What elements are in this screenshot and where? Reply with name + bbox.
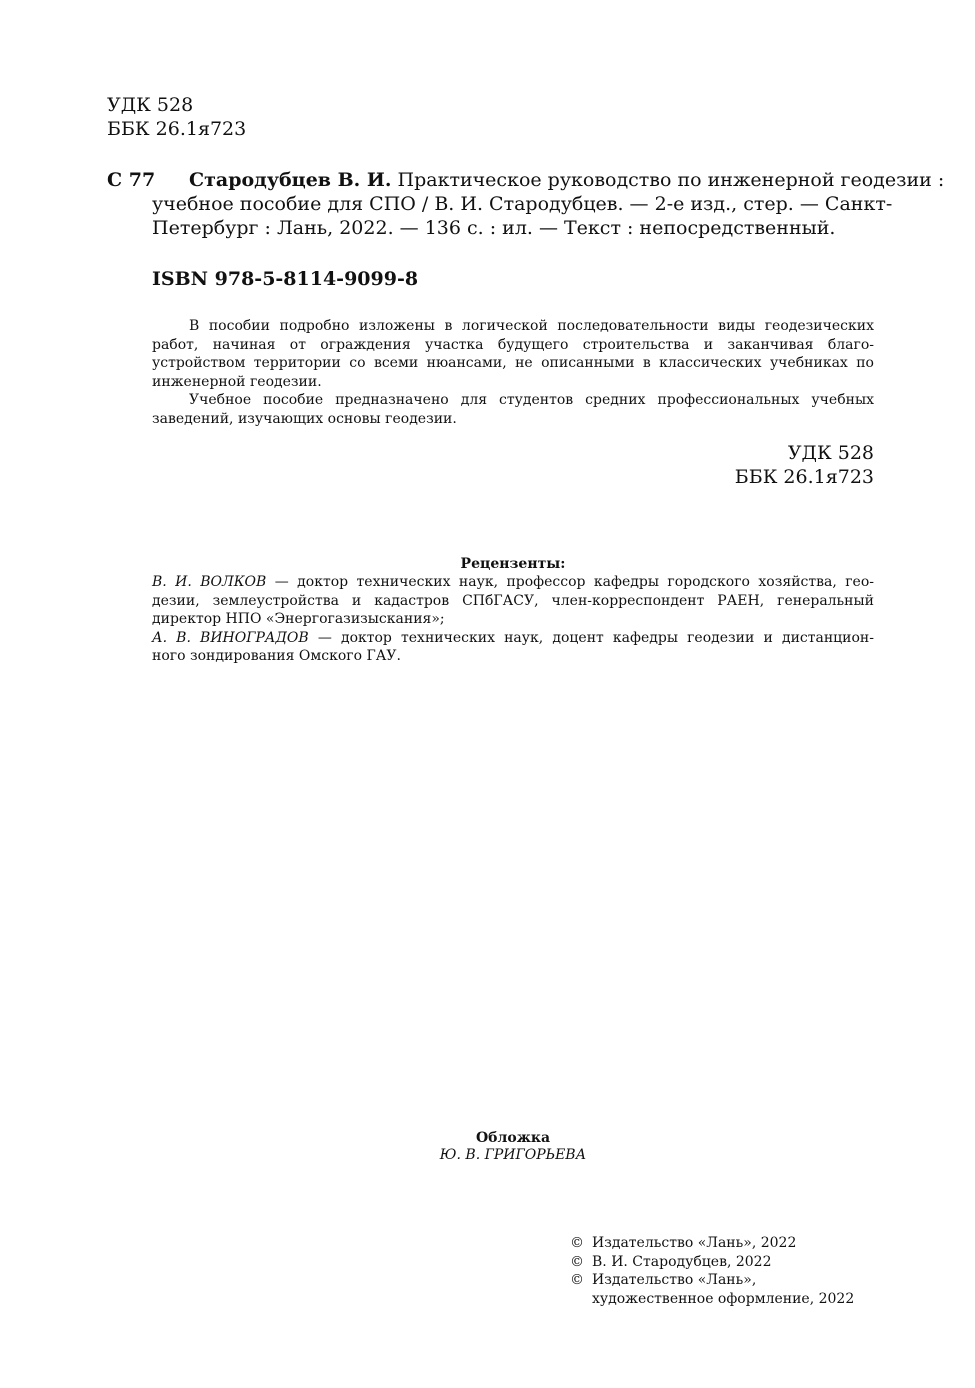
copyright-line xyxy=(570,1271,880,1290)
abstract-line: работ, начиная от ограждения участка будущего строительства и заканчивая благо- xyxy=(152,336,874,353)
copyright-text: В. И. Стародубцев, 2022 xyxy=(592,1253,772,1270)
bbk-code: ББК 26.1я723 xyxy=(107,118,247,140)
copyright-icon: © xyxy=(570,1235,584,1251)
reviewer-2-line-2: ного зондирования Омского ГАУ. xyxy=(152,648,401,664)
bibliographic-line-2: учебное пособие для СПО / В. И. Стародубцев. — 2-е изд., стер. — Санкт- xyxy=(152,193,893,215)
reviewers-heading: Рецензенты: xyxy=(460,556,566,572)
reviewer-1-line-1 xyxy=(152,573,874,592)
bibliographic-line-3: Петербург : Лань, 2022. — 136 с. : ил. — Текст : непосредственный. xyxy=(152,217,836,239)
copyright-line xyxy=(570,1234,880,1253)
copyright-icon: © xyxy=(570,1272,584,1288)
copyright-text: художественное оформление, 2022 xyxy=(592,1290,855,1307)
bbk-code-right: ББК 26.1я723 xyxy=(734,466,874,488)
cover-heading: Обложка xyxy=(475,1130,551,1146)
bibliographic-entry xyxy=(152,168,945,240)
bibliographic-line-1 xyxy=(152,168,945,192)
abstract-line: устройством территории со всеми нюансами, не описанными в классических учебниках по xyxy=(152,355,874,371)
reviewer-1-name: В. И. ВОЛКОВ xyxy=(152,574,267,590)
abstract-line: инженерной геодезии. xyxy=(152,373,322,390)
author-name: Стародубцев В. И. xyxy=(189,169,392,191)
udk-code: УДК 528 xyxy=(107,94,194,116)
reviewer-1-description: — доктор технических наук, профессор кафедры городского хозяйства, гео- xyxy=(266,574,874,590)
reviewer-2-name: А. В. ВИНОГРАДОВ xyxy=(152,629,309,646)
abstract-line: Учебное пособие предназначено для студентов средних профессиональных учебных xyxy=(189,392,874,408)
copyright-block xyxy=(570,1234,880,1308)
reviewer-1-line-3: директор НПО «Энергогазизыскания»; xyxy=(152,611,445,627)
abstract-line: В пособии подробно изложены в логической последовательности виды геодезических xyxy=(189,318,874,334)
abstract-line: заведений, изучающих основы геодезии. xyxy=(152,410,457,427)
copyright-text: Издательство «Лань», xyxy=(592,1272,757,1288)
copyright-line-continued xyxy=(570,1290,880,1309)
udk-code-right: УДК 528 xyxy=(787,442,874,464)
author-mark: С 77 xyxy=(107,169,156,191)
copyright-line xyxy=(570,1253,880,1272)
reviewer-2-line-1 xyxy=(152,629,874,648)
cover-artist: Ю. В. ГРИГОРЬЕВА xyxy=(439,1147,587,1163)
copyright-icon: © xyxy=(570,1253,584,1270)
title-text: Практическое руководство по инженерной геодезии : xyxy=(391,169,945,191)
isbn: ISBN 978-5-8114-9099-8 xyxy=(152,268,419,290)
reviewer-2-description: — доктор технических наук, доцент кафедры геодезии и дистанцион- xyxy=(308,629,874,646)
reviewers-list xyxy=(152,573,874,666)
copyright-text: Издательство «Лань», 2022 xyxy=(592,1235,797,1251)
abstract xyxy=(152,317,874,428)
reviewer-1-line-2: дезии, землеустройства и кадастров СПбГАСУ, член-корреспондент РАЕН, генеральный xyxy=(152,592,874,609)
